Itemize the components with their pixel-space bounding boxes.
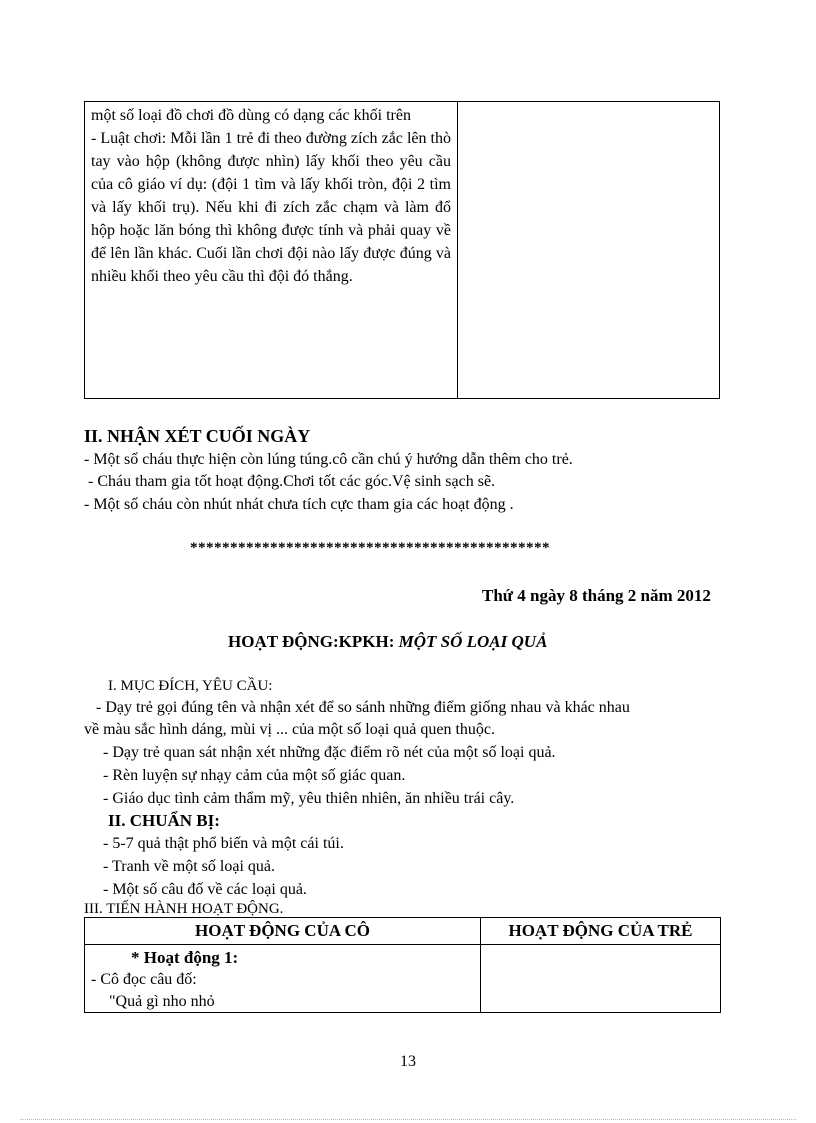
child-activity-cell (458, 102, 719, 398)
evaluation-item: - Cháu tham gia tốt hoạt động.Chơi tốt các góc.Vệ sinh sạch sẽ. (84, 473, 496, 490)
purpose-item: - Dạy trẻ quan sát nhận xét những đặc điểm rõ nét của một số loại quả. (103, 744, 556, 761)
col-header-teacher: HOẠT ĐỘNG CỦA CÔ (85, 918, 481, 944)
page-number: 13 (400, 1053, 416, 1070)
prep-item: - 5-7 quả thật phổ biến và một cái túi. (103, 835, 344, 852)
evaluation-item: - Một số cháu còn nhút nhát chưa tích cực tham gia các hoạt động . (84, 496, 514, 513)
game-rules-paragraph: - Luật chơi: Mỗi lần 1 trẻ đi theo đường zích zắc lên thò tay vào hộp (không được nhìn) lấy khối theo yêu cầu của cô giáo ví dụ: (đội 1 tìm và lấy khối tròn, đội 2 tìm và lấy khối trụ). Nếu khi đi zích zắc chạm và làm đổ hộp hoặc lăn bóng thì không được tính và phải quay về để lên lần khác. Cuối lần chơi đội nào lấy được đúng và nhiều khối theo yêu cầu thì đội đó thắng. (91, 130, 451, 285)
procedure-heading: III. TIẾN HÀNH HOẠT ĐỘNG. (84, 901, 284, 917)
table-header-row (85, 918, 720, 945)
section-heading-evaluation: II. NHẬN XÉT CUỐI NGÀY (84, 426, 311, 446)
purpose-item: - Giáo dục tình cảm thẩm mỹ, yêu thiên nhiên, ăn nhiều trái cây. (103, 790, 515, 807)
activity-topic: MỘT SỐ LOẠI QUẢ (398, 632, 548, 651)
prep-item: - Một số câu đố về các loại quả. (103, 881, 307, 898)
purpose-item: về màu sắc hình dáng, mùi vị ... của một số loại quả quen thuộc. (84, 721, 496, 738)
activity-title (228, 632, 547, 652)
paragraph: một số loại đồ chơi đồ dùng có dạng các khối trên (91, 107, 411, 124)
activity-table-continued (84, 101, 720, 399)
prep-item: - Tranh về một số loại quả. (103, 858, 275, 875)
purpose-item: - Rèn luyện sự nhạy cảm của một số giác quan. (103, 767, 406, 784)
purpose-heading: I. MỤC ĐÍCH, YÊU CẦU: (108, 678, 273, 694)
table-row (85, 945, 720, 1013)
riddle-line: "Quả gì nho nhỏ (109, 993, 215, 1010)
evaluation-item: - Một số cháu thực hiện còn lúng túng.cô cần chú ý hướng dẫn thêm cho trẻ. (84, 451, 573, 468)
separator-stars: ********************************************* (190, 540, 550, 556)
prep-heading: II. CHUẨN BỊ: (108, 811, 220, 830)
date-line: Thứ 4 ngày 8 tháng 2 năm 2012 (482, 586, 711, 605)
procedure-table (84, 917, 721, 1013)
col-header-child: HOẠT ĐỘNG CỦA TRẺ (508, 921, 693, 940)
page-bottom-divider (20, 1119, 796, 1120)
activity-prefix: HOẠT ĐỘNG:KPKH: (228, 632, 399, 651)
teacher-activity-cell (85, 102, 458, 398)
purpose-item: - Dạy trẻ gọi đúng tên và nhận xét để so sánh những điểm giống nhau và khác nhau (96, 699, 630, 716)
child-activity-cell (481, 945, 720, 1013)
riddle-intro: - Cô đọc câu đố: (91, 971, 197, 988)
activity-1-label: * Hoạt động 1: (131, 948, 239, 967)
teacher-activity-cell (85, 945, 481, 1013)
